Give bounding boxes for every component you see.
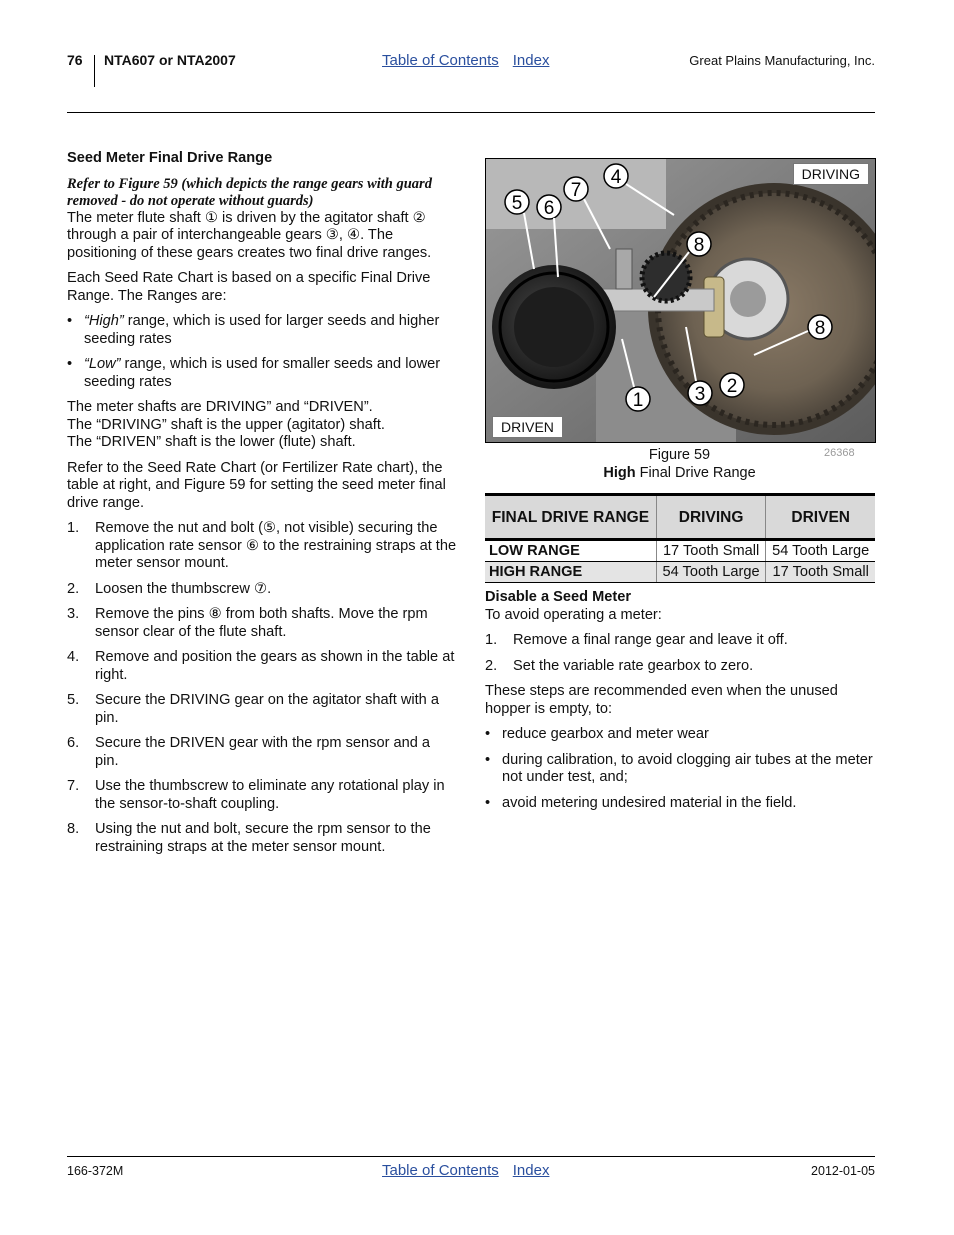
range-list	[67, 313, 457, 391]
step-text: Remove a final range gear and leave it off.	[513, 632, 788, 648]
benefit-list	[485, 726, 875, 812]
list-item	[67, 606, 457, 641]
footer-nav	[382, 1162, 549, 1179]
callout-label: 7	[570, 180, 582, 201]
callout-label: 8	[693, 235, 705, 256]
step-number: 7.	[67, 778, 80, 794]
callout-label: 2	[726, 376, 738, 397]
list-item: • avoid metering undesired material in the field.	[485, 795, 875, 813]
callout-label: 4	[610, 167, 622, 188]
step-text: Remove and position the gears as shown in the table at right.	[95, 649, 455, 683]
subsection-heading: Disable a Seed Meter	[485, 589, 632, 605]
figure-caption	[485, 446, 874, 482]
shafts-line-2: The “DRIVING” shaft is the upper (agitator) shaft.	[67, 416, 385, 433]
step-text: Using the nut and bolt, secure the rpm sensor to the restraining straps at the meter sensor mount.	[95, 821, 431, 855]
step-text: Remove the nut and bolt (⑤, not visible) securing the application rate sensor ⑥ to the restraining straps at the meter sensor mount.	[95, 520, 457, 571]
document-number: 166-372M	[67, 1164, 124, 1178]
step-text: Set the variable rate gearbox to zero.	[513, 657, 754, 674]
table-cell: 17 Tooth Small	[766, 562, 875, 583]
paragraph-refer: Refer to the Seed Rate Chart (or Fertilizer Rate chart), the table at right, and Figure 59 for setting the seed meter final drive range.	[67, 459, 446, 511]
step-text: Remove the pins ⑧ from both shafts. Move the rpm sensor clear of the flute shaft.	[95, 606, 428, 640]
step-number: 1.	[485, 632, 498, 648]
footer-rule	[67, 1156, 875, 1157]
column-header: FINAL DRIVE RANGE	[485, 495, 656, 540]
table-cell: 54 Tooth Large	[766, 540, 875, 562]
row-header: HIGH RANGE	[485, 562, 656, 583]
list-item: • reduce gearbox and meter wear	[485, 726, 875, 744]
figure-title	[485, 464, 874, 482]
range-name: “High”	[84, 313, 124, 329]
shafts-line-1: The meter shafts are DRIVING” and “DRIVEN”.	[67, 399, 373, 415]
figure-photo	[485, 158, 876, 443]
gear-hub-center	[730, 281, 766, 317]
step-number: 6.	[67, 735, 80, 751]
list-item	[67, 313, 457, 348]
driven-tag: DRIVEN	[492, 416, 563, 438]
disable-steps	[485, 632, 875, 675]
callout-label: 6	[543, 198, 555, 219]
list-item	[485, 658, 875, 676]
range-description: range, which is used for larger seeds and higher seeding rates	[84, 313, 440, 347]
drive-range-table	[485, 493, 875, 583]
header-rule	[67, 112, 875, 113]
list-item	[67, 356, 457, 391]
step-text: Secure the DRIVING gear on the agitator shaft with a pin.	[95, 692, 439, 726]
driving-tag: DRIVING	[793, 163, 869, 185]
procedure-steps	[67, 520, 457, 856]
disable-intro: To avoid operating a meter:	[485, 606, 662, 623]
row-header: LOW RANGE	[485, 540, 656, 562]
step-number: 5.	[67, 692, 80, 708]
step-number: 8.	[67, 821, 80, 837]
model-name: NTA607 or NTA2007	[104, 52, 236, 68]
guard-note: Refer to Figure 59 (which depicts the range gears with guard removed - do not operate without guards)	[67, 175, 432, 209]
gear-drive-illustration	[486, 159, 875, 442]
header-divider	[94, 55, 95, 87]
rpm-sensor-face	[514, 287, 594, 367]
range-description: range, which is used for smaller seeds and lower seeding rates	[84, 356, 441, 390]
list-item	[67, 821, 457, 856]
step-number: 2.	[67, 580, 80, 597]
column-header: DRIVING	[656, 495, 766, 540]
figure-title-rest: Final Drive Range	[635, 465, 756, 481]
paragraph-flute-shaft: The meter flute shaft ① is driven by the agitator shaft ② through a pair of interchangeable gears ③, ④. The positioning of these gears creates two final drive ranges.	[67, 209, 432, 261]
header-nav	[382, 52, 549, 69]
paragraph-shafts	[67, 399, 457, 452]
index-link[interactable]: Index	[512, 52, 550, 69]
callout-label: 3	[694, 384, 706, 405]
list-item	[485, 632, 875, 650]
table-row	[485, 562, 875, 583]
list-item	[67, 692, 457, 727]
paragraph-recommended: These steps are recommended even when the unused hopper is empty, to:	[485, 683, 838, 717]
step-text: Loosen the thumbscrew ⑦.	[95, 580, 272, 597]
page-number: 76	[67, 52, 83, 68]
figure-number: Figure 59	[648, 447, 711, 463]
table-header-row	[485, 495, 875, 540]
callout-label: 1	[632, 390, 644, 411]
table-row	[485, 540, 875, 562]
list-item: • during calibration, to avoid clogging air tubes at the meter not under test, and;	[485, 752, 875, 787]
list-item	[67, 649, 457, 684]
toc-link[interactable]: Table of Contents	[382, 1162, 499, 1179]
figure-title-bold: High	[603, 465, 636, 481]
table-cell: 54 Tooth Large	[656, 562, 766, 583]
step-number: 4.	[67, 649, 80, 665]
list-item	[67, 778, 457, 813]
section-heading: Seed Meter Final Drive Range	[67, 150, 273, 166]
step-number: 2.	[485, 657, 498, 674]
shafts-line-3: The “DRIVEN” shaft is the lower (flute) shaft.	[67, 434, 356, 450]
paragraph-ranges: Each Seed Rate Chart is based on a specific Final Drive Range. The Ranges are:	[67, 270, 431, 304]
table-cell: 17 Tooth Small	[656, 540, 766, 562]
revision-date: 2012-01-05	[811, 1164, 875, 1178]
step-text: Secure the DRIVEN gear with the rpm sensor and a pin.	[95, 735, 431, 769]
thumbscrew-spring	[616, 249, 632, 289]
left-column	[67, 150, 457, 864]
step-number: 1.	[67, 520, 80, 536]
list-item	[67, 735, 457, 770]
right-column	[485, 589, 875, 820]
index-link[interactable]: Index	[512, 1162, 550, 1179]
figure-id: 26368	[824, 447, 855, 459]
range-name: “Low”	[84, 356, 121, 372]
company-name: Great Plains Manufacturing, Inc.	[689, 53, 875, 68]
list-item	[67, 520, 457, 573]
step-number: 3.	[67, 606, 80, 622]
list-item	[67, 581, 457, 599]
column-header: DRIVEN	[766, 495, 875, 540]
callout-label: 5	[511, 193, 523, 214]
callout-label: 8	[814, 318, 826, 339]
step-text: Use the thumbscrew to eliminate any rotational play in the sensor-to-shaft coupling.	[95, 778, 445, 812]
toc-link[interactable]: Table of Contents	[382, 52, 499, 69]
